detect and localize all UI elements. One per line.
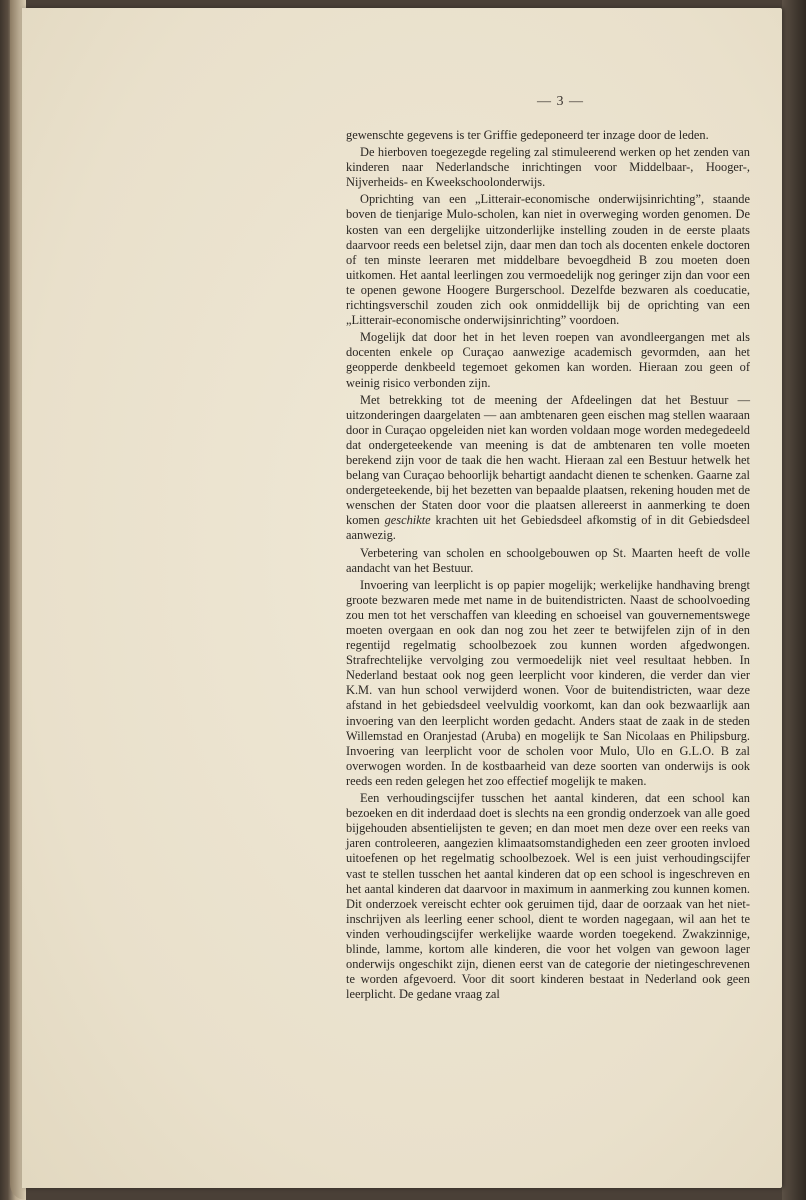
paragraph-leerplicht: Invoering van leerplicht is op papier mogelijk; werkelijke handhaving brengt groote bezwaren mede met name in de buitendistricten. Naast de schoolvoeding zou men tot het verschaffen van kleeding en schoeisel van gouvernementswege moeten overgaan en ook dan nog zou het zeer te betwijfelen zijn of in den regentijd regelmatig schoolbezoek zou kunnen worden afgedwongen. Strafrechtelijke vervolging zou vermoedelijk niet veel resultaat hebben. In Nederland bestaat ook nog geen leerplicht voor kinderen, die verder dan vier K.M. van hun school verwijderd wonen. Voor de buitendistricten, waar deze afstand in het gebiedsdeel veelvuldig voorkomt, kan dan ook bezwaarlijk aan invoering van den leerplicht worden gedacht. Anders staat de zaak in de steden Willemstad en Oranjestad (Aruba) en mogelijk te San Nicolaas en Philipsburg. Invoering van leerplicht voor de scholen voor Mulo, Ulo en G.L.O. B zal overwogen worden. In de kostbaarheid van deze soorten van onderwijs is ook reeds een reden gelegen het zoo effectief mogelijk te maken. [346, 577, 750, 788]
paragraph-avondleergangen: Mogelijk dat door het in het leven roepen van avondleergangen met als docenten enkele op Curaçao aanwezige academisch gevormden, aan het geopperde denkbeeld tegemoet gekomen kan worden. Hieraan zou geen of weinig risico verbonden zijn. [346, 330, 750, 390]
paragraph-continuation: gewenschte gegevens is ter Griffie gedeponeerd ter inzage door de leden. [346, 128, 709, 142]
scan-background-right [782, 0, 806, 1200]
paragraph-ambtenaren [346, 393, 750, 544]
paragraph-ambtenaren-end: krachten uit het Gebiedsdeel afkomstig of in dit Gebiedsdeel aanwezig. [346, 513, 750, 543]
paragraph-st-maarten: Verbetering van scholen en schoolgebouwen op St. Maarten heeft de volle aandacht van het Bestuur. [346, 545, 750, 575]
body-text-column [346, 128, 750, 1004]
paragraph-regeling: De hierboven toegezegde regeling zal stimuleerend werken op het zenden van kinderen naar Nederlandsche inrichtingen voor Middelbaar-, Hooger-, Nijverheids- en Kweekschoolonderwijs. [346, 145, 750, 190]
paragraph-verhoudingscijfer: Een verhoudingscijfer tusschen het aantal kinderen, dat een school kan bezoeken en dit inderdaad doet is slechts na een grondig onderzoek van alle goed bijgehouden absentielijsten te geven; en dan moet men deze over een reeks van jaren controleeren, aangezien klimaatsomstandigheden een zeer grooten invloed uitoefenen op het regelmatig schoolbezoek. Wel is een juist verhoudingscijfer vast te stellen tusschen het aantal kinderen dat op een school is ingeschreven en het aantal kinderen dat daarvoor in maximum in aanmerking zou kunnen komen. Dit onderzoek vereischt echter ook geruimen tijd, daar de oorzaak van het niet-inschrijven als leerling eener school, dient te worden nagegaan, wil aan het te vinden verhoudingscijfer werkelijke waarde worden toegekend. Zwakzinnige, blinde, lamme, kortom alle kinderen, die voor het volgen van gewoon lager onderwijs ongeschikt zijn, dienen eerst van de categorie der nietingeschrevenen te worden afgevoerd. Voor dit soort kinderen bestaat in Nederland ook geen leerplicht. De gedane vraag zal [346, 791, 750, 1002]
paragraph-oprichting: Oprichting van een „Litterair-economische onderwijsinrichting”, staande boven de tienjarige Mulo-scholen, kan niet in overweging worden genomen. De kosten van een dergelijke uitzonderlijke instelling zouden in de eerste plaats daarvoor reeds een beletsel zijn, daar men dan toch als docenten enkele doctoren of ten minste leeraren met middelbare bevoegdheid B zou moeten doen uitkomen. Het aantal leerlingen zou vermoedelijk nog geringer zijn dan voor een te openen gewone Hoogere Burgerschool. Dezelfde bezwaren als coeducatie, richtingsverschil zouden zich ook onmiddellijk bij de oprichting van een „Litterair-economische onderwijsinrichting” voordoen. [346, 192, 750, 328]
paragraph-ambtenaren-text: Met betrekking tot de meening der Afdeelingen dat het Bestuur — uitzonderingen daargelaten — aan ambtenaren geen eischen mag stellen waaraan door in Curaçao opgeleiden niet kan worden voldaan moge worden medegedeeld dat ondergeteekende van meening is dat de ambtenaren ten volle moeten berekend zijn voor de taak die hen wacht. Hieraan zal een Bestuur hetwelk het belang van Curaçao behoorlijk behartigt aandacht dienen te schenken. Gaarne zal ondergeteekende, bij het bezetten van bepaalde plaatsen, rekening houden met de wenschen der Staten door voor die plaatsen allereerst in aanmerking te doen komen [346, 392, 750, 528]
page-number: — 3 — [537, 94, 584, 109]
italic-emphasis: geschikte [384, 513, 431, 528]
